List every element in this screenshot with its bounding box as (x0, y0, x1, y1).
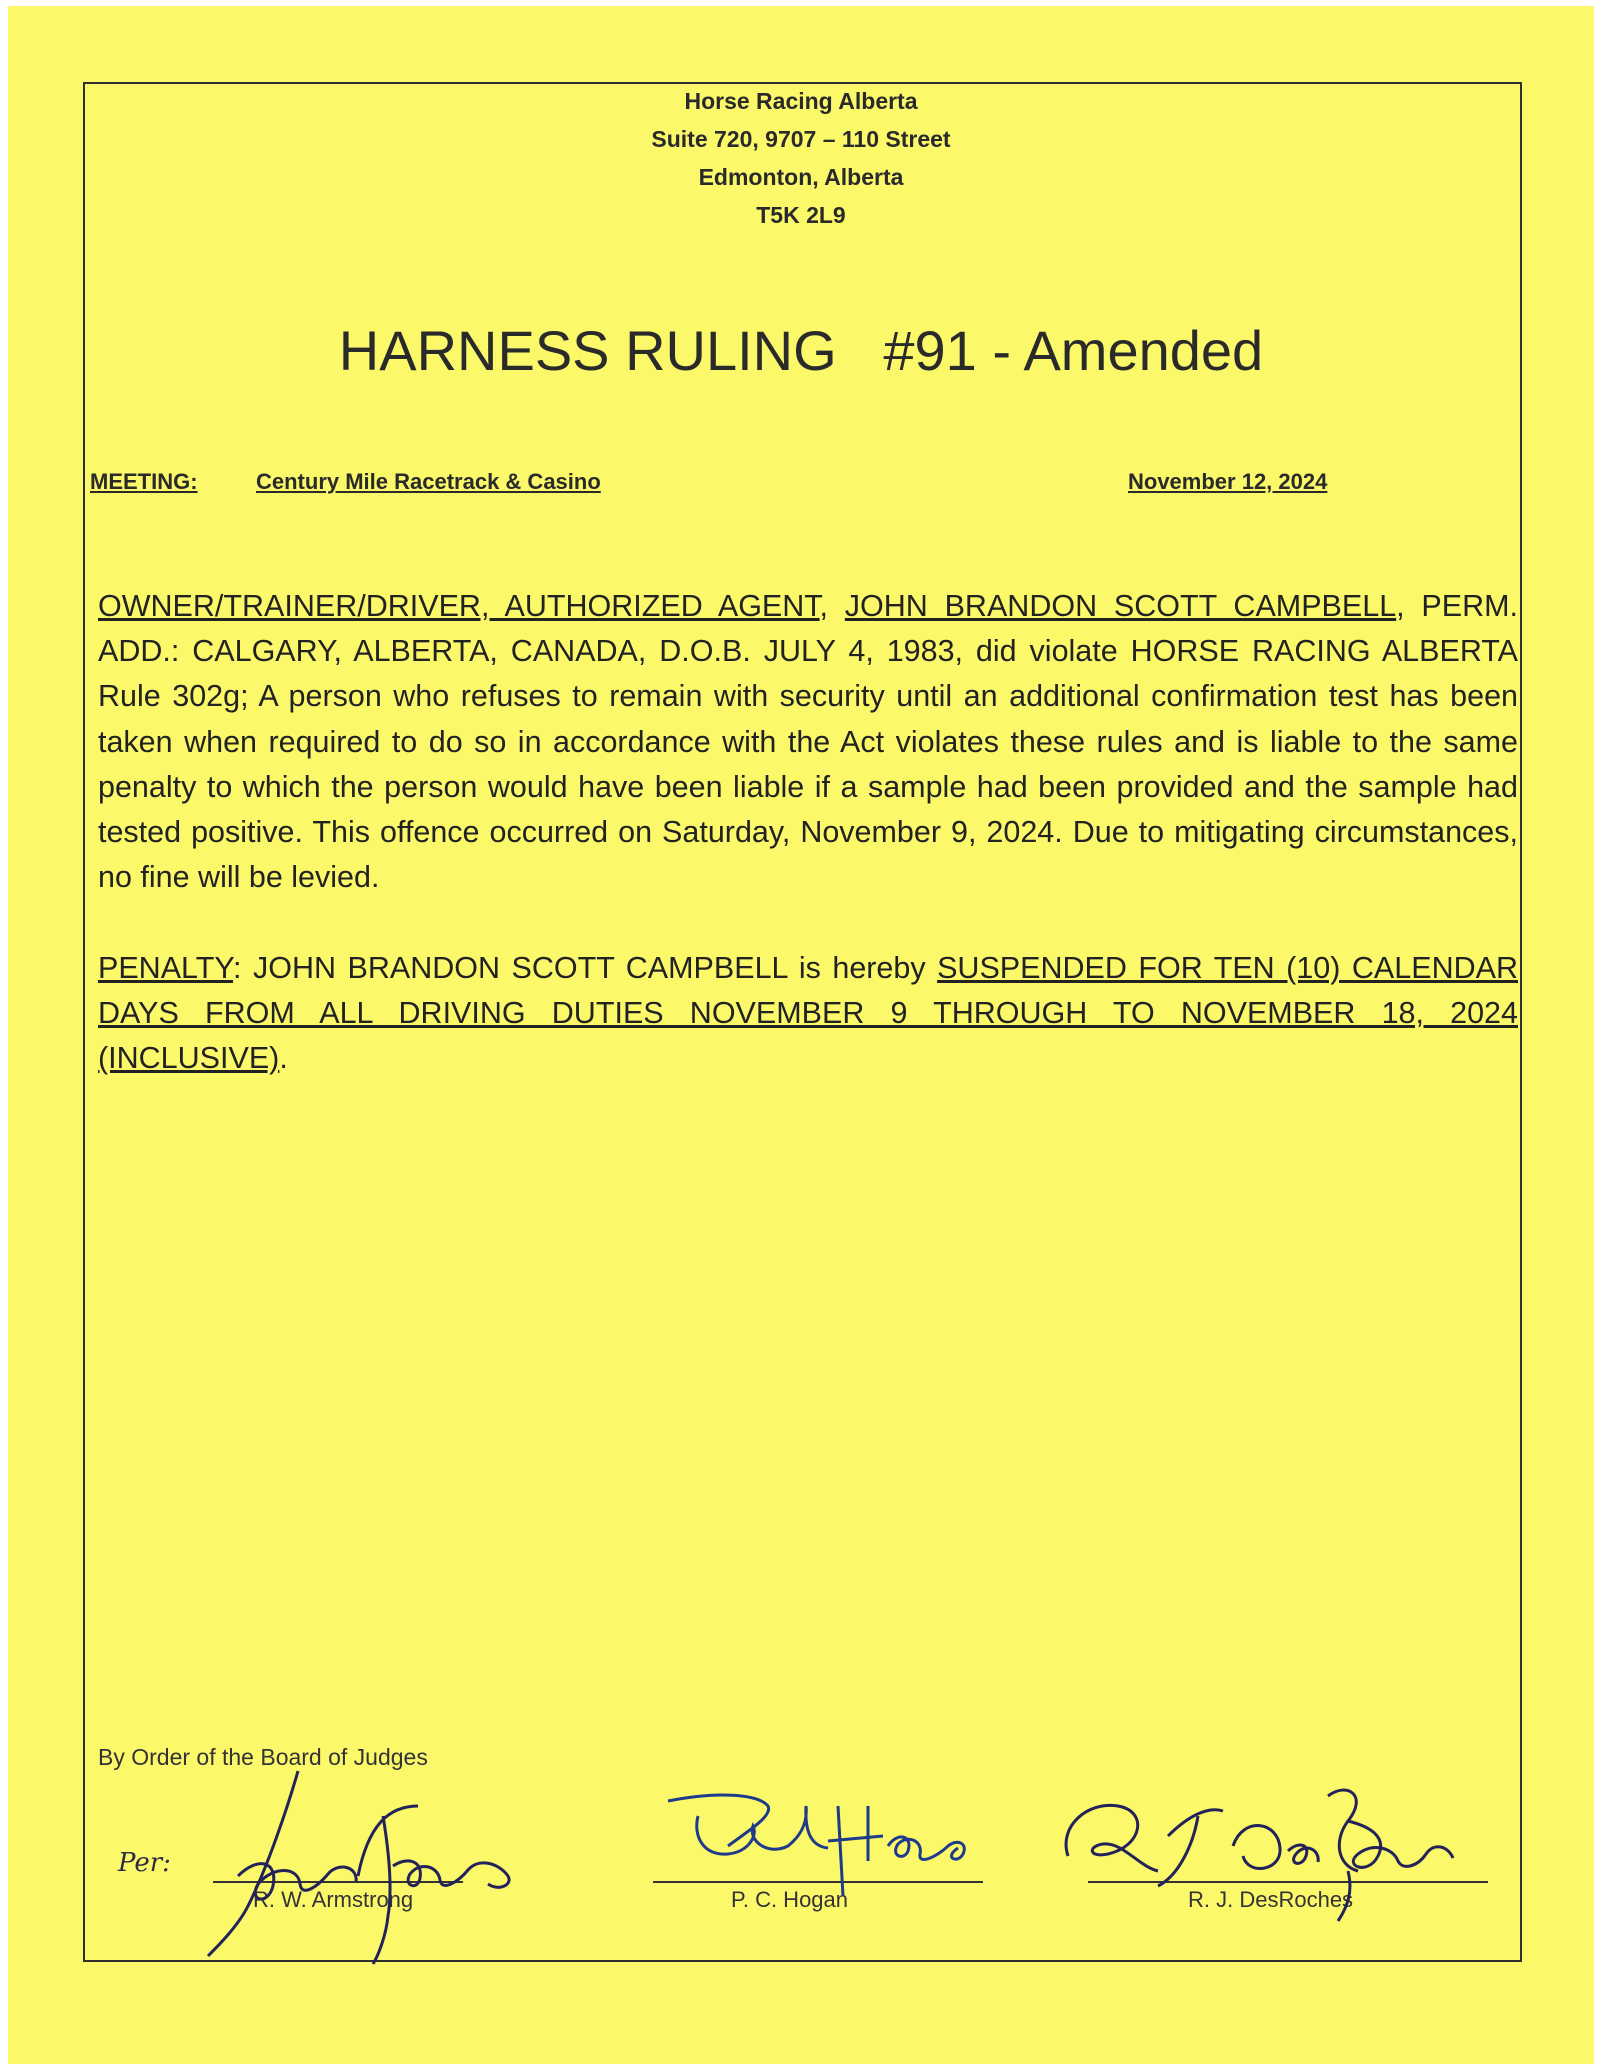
penalty-suspension: SUSPENDED FOR TEN (10) CALENDAR DAYS FROM ALL DRIVING DUTIES NOVEMBER 9 THROUGH TO NOVEMBER 18, 2024 (INCLUSIVE) (98, 951, 1518, 1076)
org-city: Edmonton, Alberta (698, 164, 904, 190)
penalty-label: PENALTY (98, 951, 234, 985)
judge-name-desroches: R. J. DesRoches (1188, 1887, 1354, 1912)
signature-armstrong (188, 1766, 528, 1966)
penalty-intro: : JOHN BRANDON SCOTT CAMPBELL is hereby (233, 951, 938, 985)
judge-name-hogan: P. C. Hogan (731, 1887, 849, 1912)
ruling-person-name: JOHN BRANDON SCOTT CAMPBELL (844, 589, 1397, 623)
ruling-separator: , (819, 589, 845, 623)
ruling-title: HARNESS RULING #91 - Amended (338, 319, 1264, 382)
meeting-label: MEETING: (90, 469, 198, 494)
penalty-end: . (279, 1041, 288, 1076)
org-name: Horse Racing Alberta (684, 88, 918, 114)
ruling-role: OWNER/TRAINER/DRIVER, AUTHORIZED AGENT (98, 589, 820, 623)
meeting-venue: Century Mile Racetrack & Casino (256, 469, 601, 494)
order-line: By Order of the Board of Judges (98, 1744, 428, 1770)
ruling-paragraph (98, 584, 1518, 900)
ruling-text: , PERM. ADD.: CALGARY, ALBERTA, CANADA, D.O.B. JULY 4, 1983, did violate HORSE RACING ALBERTA Rule 302g; A person who refuses to remain with security until an additional confirmation test has been taken when required to do so in accordance with the Act violates these rules and is liable to the same penalty to which the person would have been liable if a sample had been provided and the sample had tested positive. This offence occurred on Saturday, November 9, 2024. Due to mitigating circumstances, no fine will be levied. (98, 589, 1519, 895)
meeting-date: November 12, 2024 (1128, 469, 1328, 494)
judge-name-armstrong: R. W. Armstrong (253, 1887, 414, 1912)
penalty-paragraph (98, 946, 1518, 1082)
signature-desroches (1048, 1776, 1468, 1926)
per-label: Per: (118, 1848, 171, 1878)
signature-hogan (658, 1786, 978, 1906)
document-page (8, 6, 1594, 2064)
org-postal: T5K 2L9 (756, 202, 846, 228)
org-address: Suite 720, 9707 – 110 Street (651, 126, 951, 152)
